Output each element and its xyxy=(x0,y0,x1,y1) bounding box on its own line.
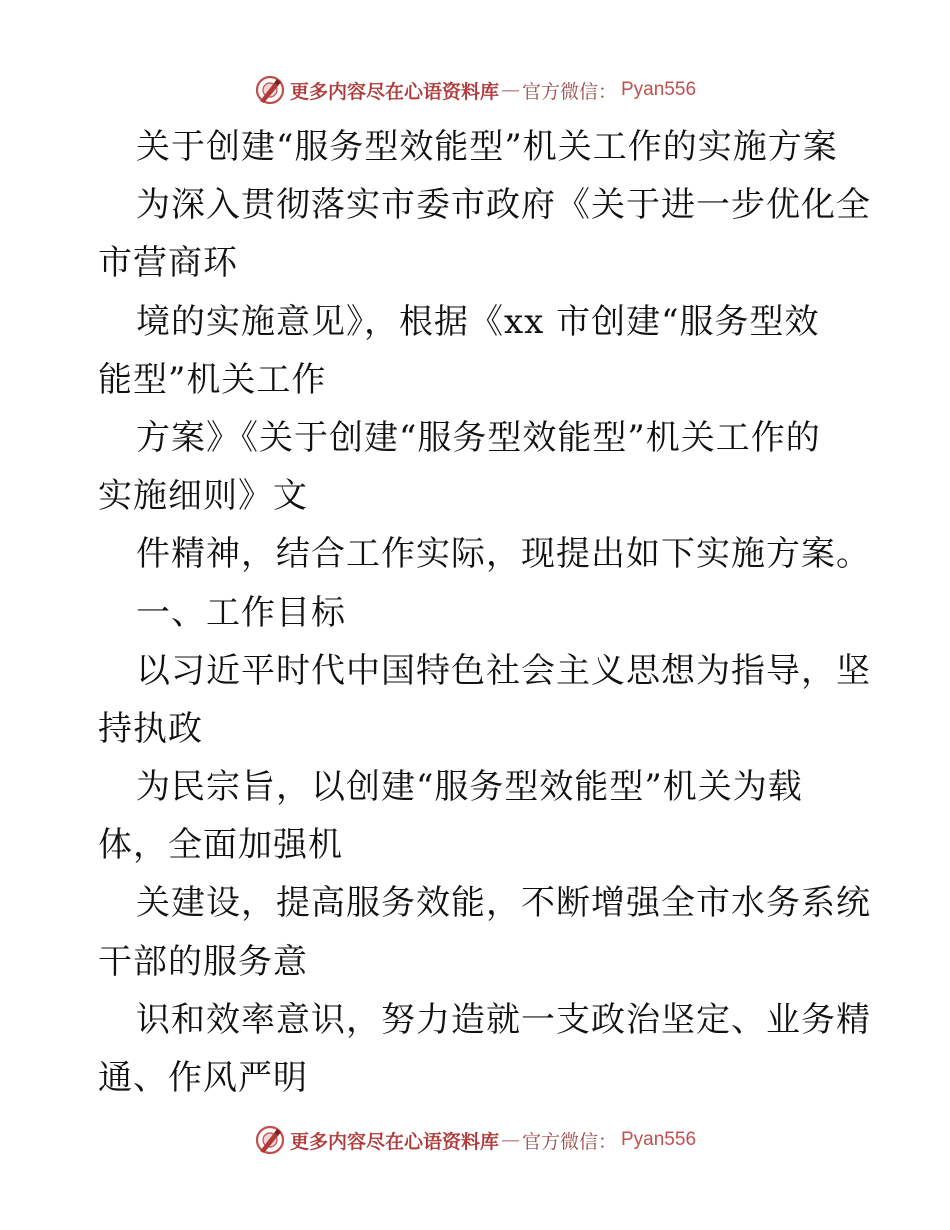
paragraph-line: 以习近平时代中国特色社会主义思想为指导，坚 xyxy=(136,650,871,691)
watermark-wechat-id: Pyan556 xyxy=(621,1129,697,1150)
paragraph-line: 能型”机关工作 xyxy=(98,359,327,400)
document-title: 关于创建“服务型效能型”机关工作的实施方案 xyxy=(136,127,838,167)
watermark-dash: — xyxy=(500,79,520,101)
paragraph-line: 持执政 xyxy=(98,708,203,749)
paragraph-line: 关建设，提高服务效能，不断增强全市水务系统 xyxy=(136,883,871,924)
watermark-wechat-label: 官方微信： xyxy=(521,1130,617,1153)
watermark-text: 更多内容尽在心语资料库 xyxy=(289,1130,499,1153)
paragraph-line: 识和效率意识，努力造就一支政治坚定、业务精 xyxy=(136,999,871,1040)
watermark-dash: — xyxy=(500,1129,520,1151)
watermark-banner-top xyxy=(0,70,950,110)
watermark-wechat-label: 官方微信： xyxy=(521,80,617,103)
watermark-wechat-id: Pyan556 xyxy=(621,79,697,100)
paragraph-line: 方案》《关于创建“服务型效能型”机关工作的 xyxy=(136,417,821,458)
paragraph-line: 境的实施意见》，根据《xx 市创建“服务型效 xyxy=(136,301,820,342)
paragraph-line: 干部的服务意 xyxy=(98,941,308,982)
paragraph-line: 体，全面加强机 xyxy=(98,825,343,866)
paragraph-line: 实施细则》文 xyxy=(98,476,308,517)
paragraph-line: 为深入贯彻落实市委市政府《关于进一步优化全 xyxy=(136,185,871,226)
paragraph-line: 为民宗旨，以创建“服务型效能型”机关为载 xyxy=(136,767,803,808)
paragraph-line: 通、作风严明 xyxy=(98,1058,308,1098)
watermark-text: 更多内容尽在心语资料库 xyxy=(289,80,499,103)
paragraph-line: 市营商环 xyxy=(98,243,238,284)
watermark-banner-bottom xyxy=(0,1120,950,1160)
pen-logo-icon xyxy=(254,74,286,106)
pen-logo-icon xyxy=(254,1124,286,1156)
document-body xyxy=(98,118,871,1107)
section-heading: 一、工作目标 xyxy=(136,592,346,633)
paragraph-line: 件精神，结合工作实际，现提出如下实施方案。 xyxy=(136,534,871,575)
